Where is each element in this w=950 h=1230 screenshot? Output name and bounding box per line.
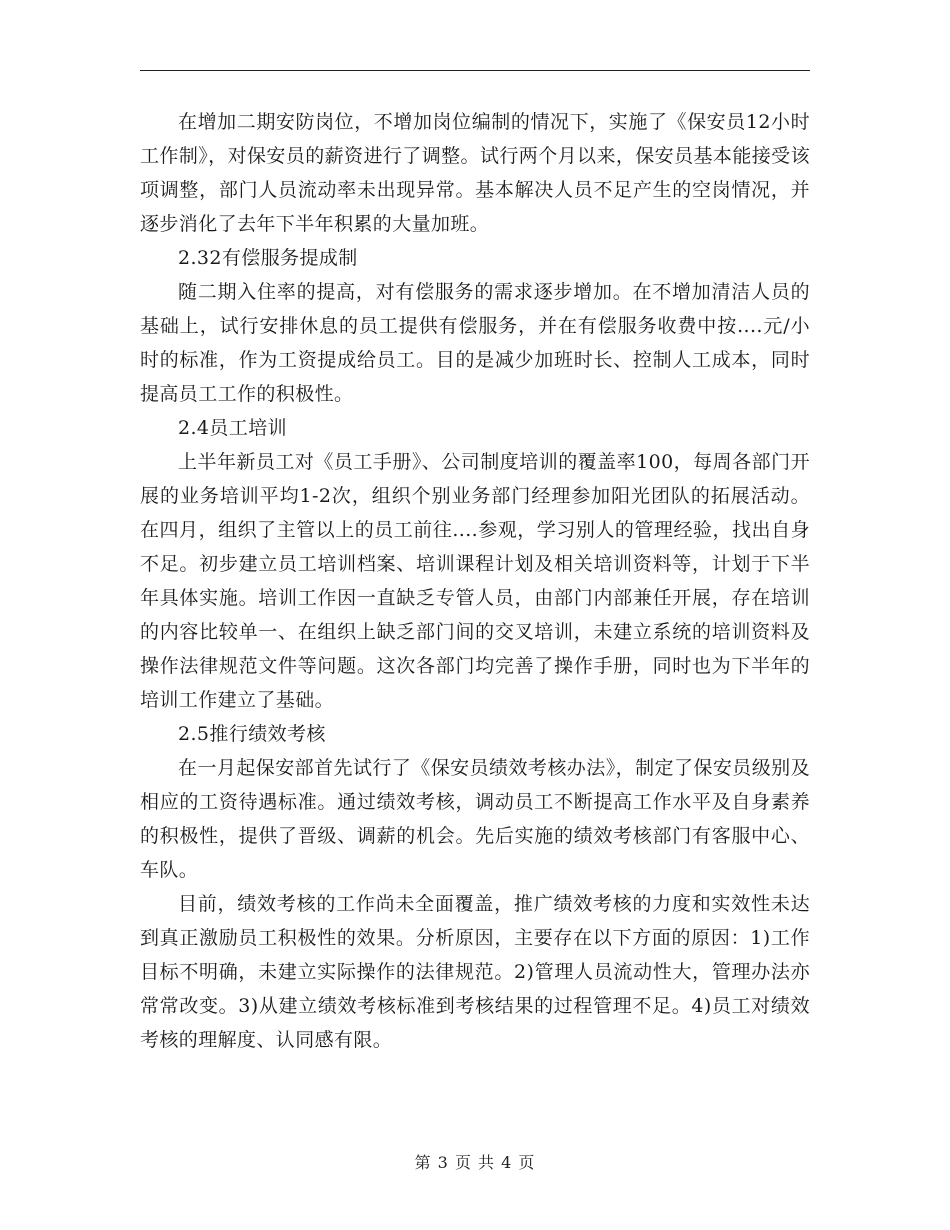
paragraph-training: 上半年新员工对《员工手册》、公司制度培训的覆盖率100，每周各部门开展的业务培训平均1-2次，组织个别业务部门经理参加阳光团队的拓展活动。在四月，组织了主管以上的员工前往....参观，学习别人的管理经验，找出自身不足。初步建立员工培训档案、培训课程计划及相关培训资料等，计划于下半年具体实施。培训工作因一直缺乏专管人员，由部门内部兼任开展，存在培训的内容比较单一、在组织上缺乏部门间的交叉培训，未建立系统的培训资料及操作法律规范文件等问题。这次各部门均完善了操作手册，同时也为下半年的培训工作建立了基础。 [140,451,810,711]
paragraph-appraisal-intro: 在一月起保安部首先试行了《保安员绩效考核办法》，制定了保安员级别及相应的工资待遇标准。通过绩效考核，调动员工不断提高工作水平及自身素养的积极性，提供了晋级、调薪的机会。先后实施的绩效考核部门有客服中心、车队。 [140,757,810,881]
heading-paid-service-commission: 2.32有偿服务提成制 [178,247,358,269]
paragraph-paid-service: 随二期入住率的提高，对有偿服务的需求逐步增加。在不增加清洁人员的基础上，试行安排休息的员工提供有偿服务，并在有偿服务收费中按....元/小时的标准，作为工资提成给员工。目的是减少加班时长、控制人工成本，同时提高员工工作的积极性。 [140,281,810,405]
heading-employee-training: 2.4员工培训 [178,417,288,439]
document-body [140,105,810,1057]
paragraph-appraisal-issues: 目前，绩效考核的工作尚未全面覆盖，推广绩效考核的力度和实效性未达到真正激励员工积极性的效果。分析原因，主要存在以下方面的原因：1)工作目标不明确，未建立实际操作的法律规范。2)管理人员流动性大，管理办法亦常常改变。3)从建立绩效考核标准到考核结果的过程管理不足。4)员工对绩效考核的理解度、认同感有限。 [140,893,810,1051]
page-number-label: 第 3 页 共 4 页 [414,1153,536,1172]
page-footer [0,1153,950,1173]
header-rule [140,70,810,71]
paragraph-shift-system: 在增加二期安防岗位，不增加岗位编制的情况下，实施了《保安员12小时工作制》，对保安员的薪资进行了调整。试行两个月以来，保安员基本能接受该项调整，部门人员流动率未出现异常。基本解决人员不足产生的空岗情况，并逐步消化了去年下半年积累的大量加班。 [140,111,810,235]
heading-performance-appraisal: 2.5推行绩效考核 [178,723,326,745]
